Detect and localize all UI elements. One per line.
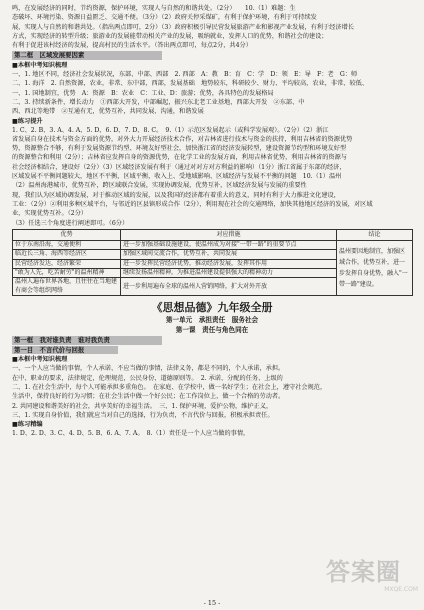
table-cell: 加强区域间交流合作，优势互补，共同发展 [121, 250, 337, 259]
section-bar: 第一目 不言代价与回报 [12, 346, 118, 355]
watermark-url: MXQE.COM [384, 586, 418, 593]
subsection-heading: ■本框中考知识梳理 [12, 62, 68, 70]
subsection-heading: ■练习精编 [12, 421, 43, 429]
table-cell: 温州人遍布世界各地，且往往在当地建有商会等组织网络 [13, 278, 121, 296]
top-section [12, 4, 412, 50]
text-line: 1. D、2. D、3. C、4. D、5. B、6. A、7. A。 8.（1）责任是一个人应当做的事情， [12, 430, 250, 438]
text-line: 在中、职业的要求，法律规定，伦理规范，公民身份，道德原则等。 2. 承诺、分配的任务、上级的 [12, 374, 283, 382]
text-line: 西、西北等地带 ②互通有无，优势互补，共同发展、沟通，和谐发展 [12, 108, 204, 116]
section-regional [12, 51, 412, 296]
subsection-heading: ■练习提升 [12, 117, 43, 125]
table-conclusion-cell: 温州要因地制宜，加强区域合作，优势互补，进一步发挥自身优势，融入"一带一路"建设。 [337, 240, 413, 295]
text-line: 展，实现人与自然的和谐共处。（指出两点即可，2分）（3）政府积极引导民营发展旅游产业和影视产业发展，有利于经济增长 [12, 23, 354, 31]
text-line: 区域发展不平衡问题较大，地区不平衡，区域平衡，收入上、受地域影响、区域经济与发展不平衡的问题 10.（1）温州 [12, 173, 342, 181]
unit-title: 第一单元 承担责任 服务社会 [165, 316, 259, 325]
text-line: 一、一个人应当做的事情，个人承诺、不应当做的事情，法律义务，都是不同的，个人承诺，承担。 [12, 365, 285, 373]
table-cell: 进一步利用遍布全球的温州人营销网络，扩大对外开放 [121, 278, 337, 296]
page-number: - 15 - [203, 599, 221, 607]
text-line: 二、3. 持续新条件，增长动力 ①西部大开发，中部崛起，振兴东北老工业基地，西部大开发 ②东部、中 [12, 98, 305, 106]
text-line: 二、1. 在社会生活中，每个人可能承担多重角色。 在家庭、在学校中，做一名好学生；在社会上，遵守社会规范， [12, 384, 327, 392]
section-bar: 第一框 我对谁负责 谁对我负责 [12, 336, 162, 345]
text-line: 方式，实现经济的转型升级；旅游业的发展能带动相关产业的发展，吸纳就业，发挥人口的优势，和谐社会的建设； [12, 32, 328, 40]
lesson-title: 第一课 责任与角色同在 [175, 325, 249, 334]
text-line: 一、1. 国地制宜，优势 A：资源 B：农业 C：工业、D：旅游；优势，各具特色的发展格局 [12, 89, 274, 97]
text-line: 生活中，保持良好的行为习惯；在社会生活中做一个好公民；在工作岗位上，做一个合格的劳动者。 [12, 393, 285, 401]
table-cell: 民营经济发达，经济繁荣 [13, 259, 121, 268]
text-line: 现，我们认为区域协调发展，对于推动区域的发展，以及我国的经济都有着重大的意义，同时有利于大力推进文化建设， [12, 191, 340, 199]
text-line: 鸣，在发展经济的同时，节约资源，保护环境，实现人与自然的和谐共处。（2分） 10.（1）难题：生 [12, 5, 296, 12]
table-header: 结论 [337, 229, 413, 240]
text-line: 一、1. 地区不同，经济社会发展状况，东部、中部、西部 2. 西部 A：教 B：育 C：学 D：领 E：导 F：老 G：师 [12, 71, 358, 79]
table-row [13, 240, 413, 249]
table-cell: 临近长三角、海西等经济区 [13, 250, 121, 259]
watermark-text: 答案圈 [326, 558, 401, 586]
text-line: 2. 共同建设和谐美好的社会，共享美好的幸福生活。 三、1. 保护环境，爱护公物，维护正义， [12, 402, 273, 410]
text-line: 二、1. 海洋 2. 自然资源，农业，非常、东中部，西部，发展基础 地势较东，科研较少、财力、平均较高，农业，非常、较低、 [12, 80, 369, 88]
answer-table [12, 229, 413, 296]
text-line: 的资源整合和利用（2分）；吉林省应发挥自身的资源优势，在化学工业的发展方面，利用吉林省优势，利用吉林省的资源与 [12, 154, 347, 162]
text-line: 1. C、2. B、3. A、4. A、5. D、6. D、7. D、8. C。 9.（1）示范区发展起示（或科学发展观）。（2分）（2）浙江 [12, 126, 329, 134]
text-line: 有利于促进该村经济的发展，提高村民的生活水平。（答出两点即可，每点2分，共4分） [12, 42, 252, 50]
table-header: 优势 [13, 229, 121, 240]
table-cell: 位于东南沿海，交通便利 [13, 240, 121, 249]
watermark-logo [326, 558, 418, 598]
text-line: （3）任选三个角度进行阐述即可。（6分） [12, 219, 129, 227]
section-bar: 第二框 区域发展要因素 [12, 51, 162, 60]
text-line: 势，资源整合不够，有利于发展资源节约型、环境友好型社会，加快浙江省的经济发展转型，建设资源节约型和环境友好型 [12, 145, 347, 153]
text-line: 工业：（2分）②利用多种区域平台，与邻近的区县镇形成合作（2分），利用现在社会的交通网络，加快其他地区经济的发展，对区域 [12, 200, 373, 208]
book-title: 《思想品德》九年级全册 [151, 301, 273, 315]
text-line: 态破坏、环境污染、资源日益匮乏、交通不便。（3分）（2）政府关停采煤矿，有利于保护环境，有利于可持续发 [12, 14, 317, 22]
table-header: 对应措施 [121, 229, 337, 240]
table-header-row [13, 229, 413, 240]
book-section [12, 300, 412, 438]
text-line: 业，实现优势互补。（2分） [12, 210, 88, 218]
text-line: （2）温州海港城市，优势互补，跨区域联合发展，实现协调发展，优势互补，区域经济发展与发展的重要性 [12, 182, 307, 190]
subsection-heading: ■本框中考知识梳理 [12, 356, 68, 364]
text-line: 社会经济相结合，建设好（2分）（3）区域经济发展有利于（通过对对方对方利益的影响）（1分）浙江省属于东部的经济， [12, 163, 346, 171]
table-cell: 进一步发挥民营经济优势，推动经济发展，发挥其作用 [121, 259, 337, 268]
table-cell: 继续发扬温州精神，为推进温州建设提供强大的精神动力 [121, 269, 337, 278]
table-cell: "敢为人先，吃苦耐劳"的温州精神 [13, 269, 121, 278]
table-cell: 进一步加强基础设施建设，使温州成为对接"一带一路"的重要节点 [121, 240, 337, 249]
text-line: 省发展自身在技术与资金方面的优势，对外大力开展经济技术合作，对吉林省进行技术与资金的扶持，利用吉林省的资源优势 [12, 135, 353, 143]
text-line: 三、1. 实现自身价值，我们就应当对自己的选择，行为负责，不言代价与回报，积极承担责任。 [12, 411, 274, 419]
